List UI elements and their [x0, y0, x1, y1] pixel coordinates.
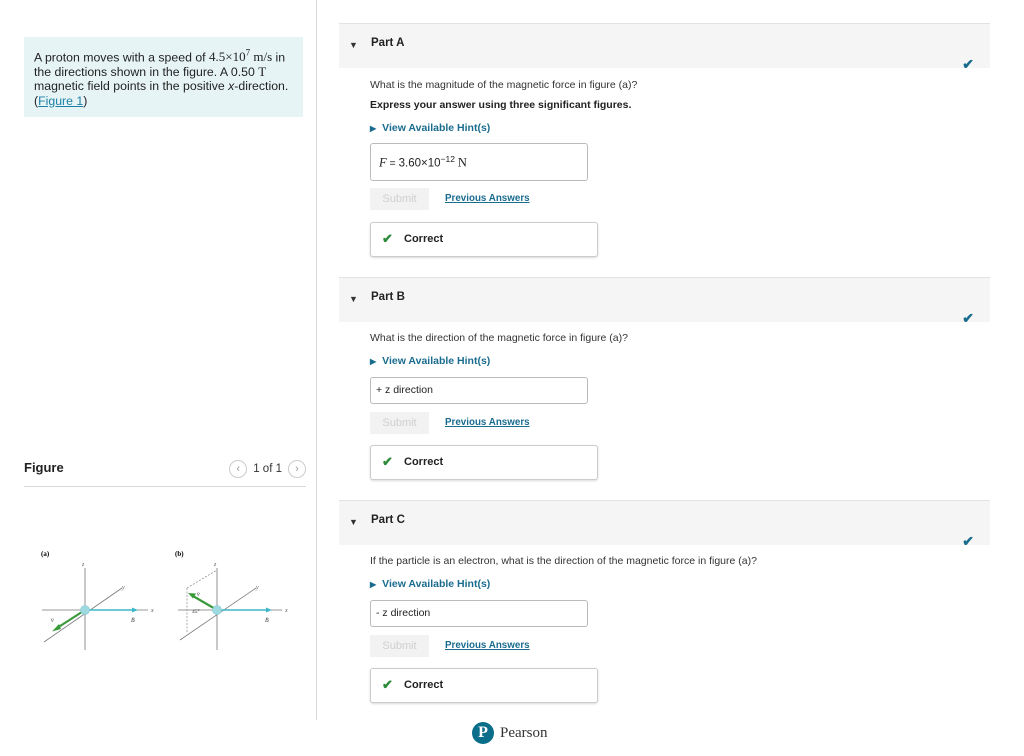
prev-figure-icon[interactable]: ‹ — [229, 460, 247, 478]
part-c-answer-value: - z direction — [376, 607, 431, 619]
problem-text: magnetic field points in the positive — [34, 79, 229, 94]
collapse-triangle-icon[interactable]: ▼ — [349, 294, 358, 304]
axis-label: x — [228, 79, 235, 94]
field-unit: T — [258, 63, 267, 79]
pearson-logo-icon: P — [472, 722, 494, 744]
part-a-header[interactable] — [339, 23, 990, 72]
part-c-submit-button[interactable]: Submit — [370, 635, 429, 657]
part-a-answer-value: $F = 3.60\times 10^{-12}$ N — [379, 154, 467, 170]
figure-diagram — [30, 548, 300, 658]
svg-text:x: x — [151, 608, 154, 614]
part-b-question: What is the direction of the magnetic force in figure (a)? — [370, 332, 628, 344]
svg-text:45°: 45° — [192, 609, 200, 615]
part-b-correct-feedback: ✔ Correct — [370, 445, 598, 480]
caret-right-icon: ▶ — [370, 357, 377, 366]
part-a — [339, 23, 990, 263]
pearson-footer — [472, 722, 548, 744]
part-b-answer-value: + z direction — [376, 384, 433, 396]
part-a-answer-field[interactable] — [370, 143, 588, 181]
svg-text:B̄: B̄ — [265, 618, 269, 624]
part-a-correct-feedback: ✔ Correct — [370, 222, 598, 257]
figure-title: Figure — [24, 460, 64, 475]
part-c-correct-feedback: ✔ Correct — [370, 668, 598, 703]
part-b — [339, 277, 990, 487]
problem-text: in the directions shown in the figure. A 0.50 — [34, 50, 286, 79]
part-a-title: Part A — [371, 37, 405, 49]
svg-text:v̄: v̄ — [51, 618, 54, 624]
part-a-question: What is the magnitude of the magnetic force in figure (a)? — [370, 79, 638, 91]
check-icon: ✔ — [382, 677, 393, 692]
completed-check-icon: ✔ — [962, 56, 974, 72]
part-a-hint-toggle[interactable]: ▶ View Available Hint(s) — [370, 122, 491, 134]
svg-text:v̄: v̄ — [197, 592, 200, 598]
svg-text:y: y — [256, 585, 259, 591]
caret-right-icon: ▶ — [370, 124, 377, 133]
figure-link[interactable]: Figure 1 — [38, 93, 84, 108]
part-c — [339, 500, 990, 710]
check-icon: ✔ — [382, 231, 393, 246]
part-b-header[interactable] — [339, 277, 990, 326]
problem-text: -direction. ( — [34, 79, 289, 108]
completed-check-icon: ✔ — [962, 310, 974, 326]
part-b-hint-toggle[interactable]: ▶ View Available Hint(s) — [370, 355, 491, 367]
part-b-previous-answers-link[interactable]: Previous Answers — [445, 417, 530, 428]
problem-text: A proton moves with a speed of — [34, 50, 209, 65]
svg-text:z: z — [214, 562, 217, 568]
part-a-previous-answers-link[interactable]: Previous Answers — [445, 193, 530, 204]
next-figure-icon[interactable]: › — [288, 460, 306, 478]
part-a-submit-button[interactable]: Submit — [370, 188, 429, 210]
svg-text:B̄: B̄ — [131, 618, 135, 624]
figure-pager — [229, 460, 306, 478]
part-b-title: Part B — [371, 291, 405, 303]
speed-value: $4.5\times 10^7$ m/s — [209, 48, 273, 65]
problem-statement: A proton moves with a speed of $4.5\times 10^7$ m/s in the directions shown in the figure. A 0.50 T magnetic field points in the positive x-direction. (Figure 1) — [24, 37, 303, 117]
pearson-brand: Pearson — [500, 724, 548, 741]
figure-a-label: (a) — [41, 550, 50, 558]
figure-b-label: (b) — [175, 550, 184, 558]
svg-text:z: z — [82, 562, 85, 568]
svg-text:y: y — [122, 585, 125, 591]
collapse-triangle-icon[interactable]: ▼ — [349, 517, 358, 527]
svg-text:x: x — [285, 608, 288, 614]
part-c-question: If the particle is an electron, what is the direction of the magnetic force in figure (a)? — [370, 555, 757, 567]
figure-page-count: 1 of 1 — [253, 463, 282, 475]
part-b-submit-button[interactable]: Submit — [370, 412, 429, 434]
collapse-triangle-icon[interactable]: ▼ — [349, 40, 358, 50]
check-icon: ✔ — [382, 454, 393, 469]
part-c-answer-field[interactable] — [370, 600, 588, 627]
problem-panel — [0, 0, 317, 720]
part-c-header[interactable] — [339, 500, 990, 549]
part-a-instruction: Express your answer using three significant figures. — [370, 99, 632, 111]
completed-check-icon: ✔ — [962, 533, 974, 549]
figure-header — [24, 458, 306, 487]
part-b-answer-field[interactable] — [370, 377, 588, 404]
part-c-previous-answers-link[interactable]: Previous Answers — [445, 640, 530, 651]
part-c-hint-toggle[interactable]: ▶ View Available Hint(s) — [370, 578, 491, 590]
caret-right-icon: ▶ — [370, 580, 377, 589]
part-c-title: Part C — [371, 514, 405, 526]
